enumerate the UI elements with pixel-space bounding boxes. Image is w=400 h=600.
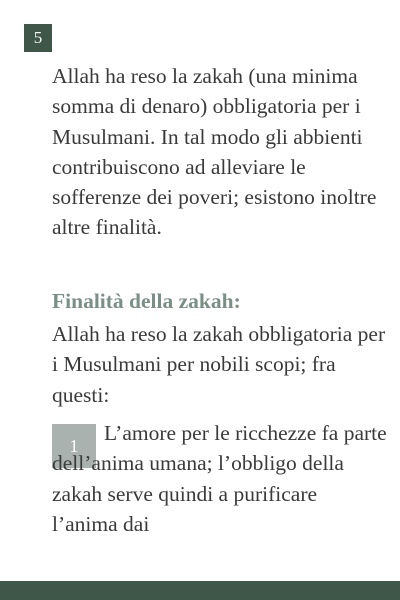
- footer-bar: [0, 581, 400, 600]
- section-heading: Finalità della zakah:: [52, 289, 241, 313]
- purpose-paragraph: Allah ha reso la zakah obbligatoria per i Musulmani per nobili scopi; fra questi:: [52, 322, 386, 407]
- intro-paragraph: Allah ha reso la zakah (una minima somma di denaro) obbligatoria per i Musulmani. In tal modo gli abbienti contribuiscono ad alleviare le sofferenze dei poveri; esistono inoltre altre finalità.: [52, 64, 377, 240]
- page-number-badge: 5: [24, 24, 52, 52]
- list-item-text: L’amore per le ricchezze fa parte dell’anima umana; l’obbligo della zakah serve quindi a purificare l’anima dai: [52, 421, 387, 536]
- list-number-badge: 1: [52, 424, 96, 468]
